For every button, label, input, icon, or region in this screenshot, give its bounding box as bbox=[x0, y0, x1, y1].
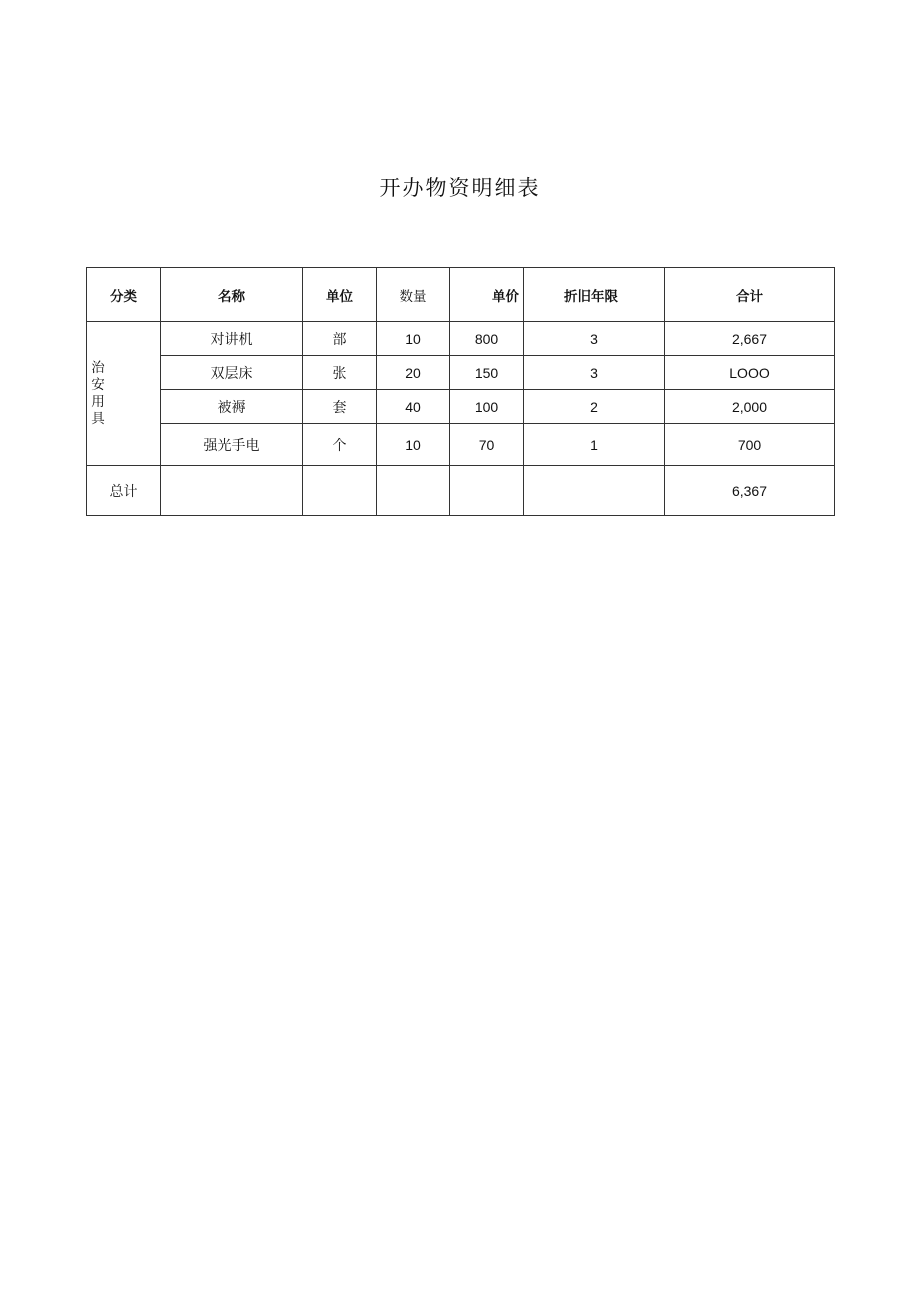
header-name: 名称 bbox=[161, 268, 303, 322]
grand-total: 6,367 bbox=[665, 466, 835, 516]
item-total: 2,000 bbox=[665, 390, 835, 424]
item-unit: 部 bbox=[303, 322, 377, 356]
table-row bbox=[87, 356, 835, 390]
item-quantity: 10 bbox=[377, 322, 450, 356]
summary-row bbox=[87, 466, 835, 516]
table-row bbox=[87, 322, 835, 356]
table-header-row bbox=[87, 268, 835, 322]
item-unit-price: 70 bbox=[450, 424, 524, 466]
empty-cell bbox=[303, 466, 377, 516]
header-unit-price: 单价 bbox=[450, 268, 524, 322]
empty-cell bbox=[161, 466, 303, 516]
table-row bbox=[87, 390, 835, 424]
item-total: 700 bbox=[665, 424, 835, 466]
empty-cell bbox=[524, 466, 665, 516]
header-unit: 单位 bbox=[303, 268, 377, 322]
empty-cell bbox=[450, 466, 524, 516]
item-depreciation-years: 3 bbox=[524, 356, 665, 390]
item-quantity: 10 bbox=[377, 424, 450, 466]
header-depreciation-years: 折旧年限 bbox=[524, 268, 665, 322]
item-depreciation-years: 3 bbox=[524, 322, 665, 356]
item-quantity: 40 bbox=[377, 390, 450, 424]
header-quantity: 数量 bbox=[377, 268, 450, 322]
category-label: 治安用具 bbox=[91, 360, 105, 427]
table-row bbox=[87, 424, 835, 466]
item-unit: 个 bbox=[303, 424, 377, 466]
item-name: 双层床 bbox=[161, 356, 303, 390]
empty-cell bbox=[377, 466, 450, 516]
item-name: 对讲机 bbox=[161, 322, 303, 356]
supplies-table bbox=[86, 267, 835, 516]
category-cell bbox=[87, 322, 161, 466]
header-category: 分类 bbox=[87, 268, 161, 322]
page-title: 开办物资明细表 bbox=[379, 176, 541, 200]
item-quantity: 20 bbox=[377, 356, 450, 390]
header-total: 合计 bbox=[665, 268, 835, 322]
item-unit: 套 bbox=[303, 390, 377, 424]
item-unit-price: 800 bbox=[450, 322, 524, 356]
item-name: 被褥 bbox=[161, 390, 303, 424]
item-unit-price: 150 bbox=[450, 356, 524, 390]
item-total: LOOO bbox=[665, 356, 835, 390]
item-name: 强光手电 bbox=[161, 424, 303, 466]
item-unit: 张 bbox=[303, 356, 377, 390]
item-depreciation-years: 2 bbox=[524, 390, 665, 424]
summary-label: 总计 bbox=[87, 466, 161, 516]
item-total: 2,667 bbox=[665, 322, 835, 356]
item-unit-price: 100 bbox=[450, 390, 524, 424]
item-depreciation-years: 1 bbox=[524, 424, 665, 466]
